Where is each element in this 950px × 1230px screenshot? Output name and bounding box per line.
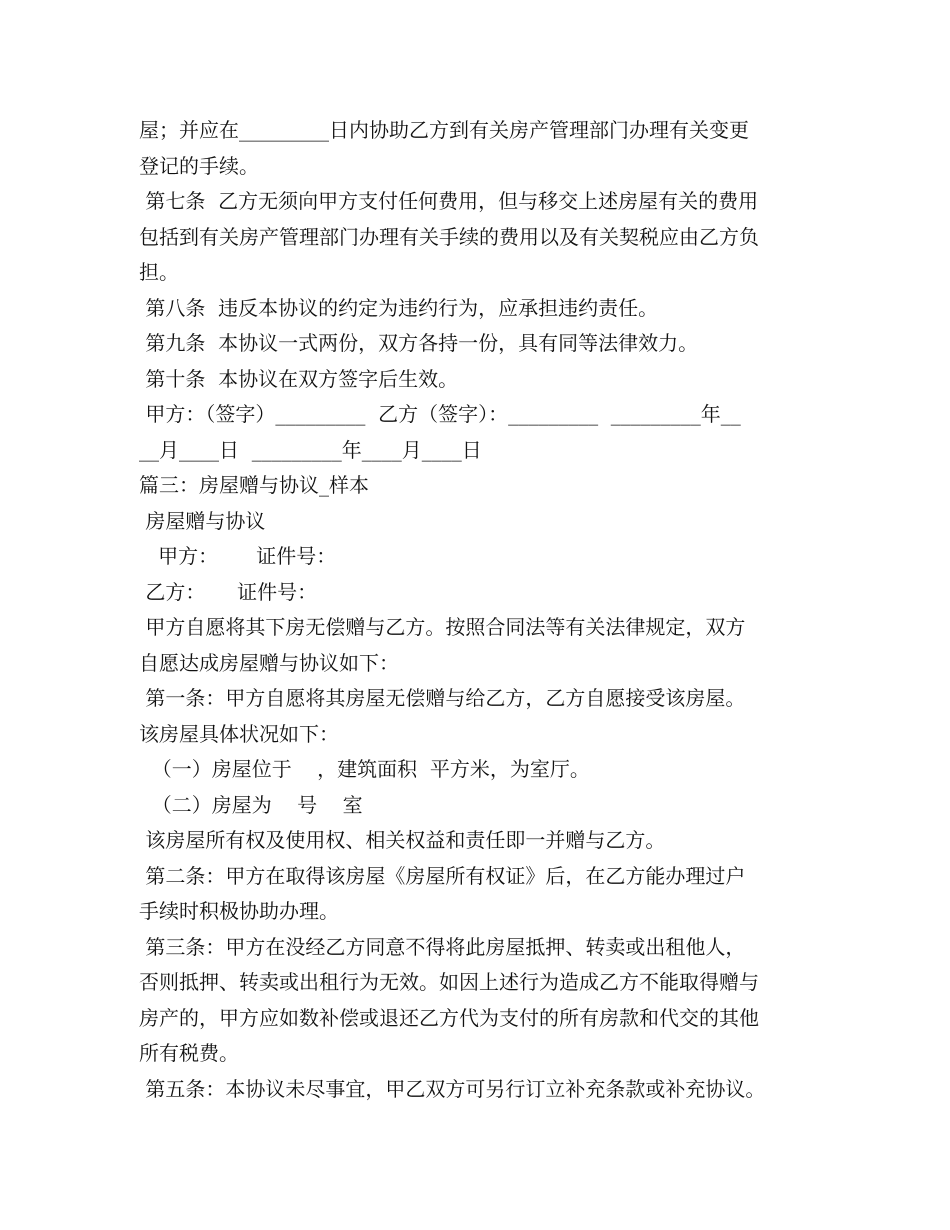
text-line: 手续时积极协助办理。 [139, 899, 339, 923]
property-item-1: （一）房屋位于 ，建筑面积 平方米，为室厅。 [139, 757, 590, 781]
article-1: 第一条：甲方自愿将其房屋无偿赠与给乙方，乙方自愿接受该房屋。 [139, 686, 746, 710]
signature-line: 甲方：（签字）_________ 乙方（签字）：_________ _________年__ [139, 402, 741, 426]
section-heading: 篇三：房屋赠与协议_样本 [139, 473, 369, 497]
text-line: 担。 [139, 260, 179, 284]
property-item-2: （二）房屋为 号 室 [139, 792, 363, 817]
text-line: 屋；并应在_________日内协助乙方到有关房产管理部门办理有关变更 [139, 118, 749, 142]
text-line: 房产的，甲方应如数补偿或退还乙方代为支付的所有房款和代交的其他 [139, 1005, 759, 1030]
text-line: 包括到有关房产管理部门办理有关手续的费用以及有关契税应由乙方负 [139, 224, 759, 249]
clause-7: 第七条 乙方无须向甲方支付任何费用，但与移交上述房屋有关的费用 [139, 189, 759, 213]
text-line: 该房屋具体状况如下： [139, 721, 339, 746]
article-3: 第三条：甲方在没经乙方同意不得将此房屋抵押、转卖或出租他人， [139, 934, 746, 959]
clause-8: 第八条 违反本协议的约定为违约行为，应承担违约责任。 [139, 295, 659, 320]
document-body [139, 113, 839, 1107]
text-line: 自愿达成房屋赠与协议如下： [139, 650, 399, 675]
text-line: 所有税费。 [139, 1041, 239, 1065]
clause-9: 第九条 本协议一式两份，双方各持一份，具有同等法律效力。 [139, 331, 699, 355]
text-line: 该房屋所有权及使用权、相关权益和责任即一并赠与乙方。 [139, 828, 666, 852]
party-a-line: 甲方： 证件号： [139, 544, 337, 568]
article-5: 第五条：本协议未尽事宜，甲乙双方可另行订立补充条款或补充协议。 [139, 1076, 766, 1101]
preamble: 甲方自愿将其下房无偿赠与乙方。按照合同法等有关法律规定，双方 [139, 615, 746, 639]
text-line: 否则抵押、转卖或出租行为无效。如因上述行为造成乙方不能取得赠与 [139, 970, 759, 994]
date-line: __月____日 _________年____月____日 [139, 437, 482, 462]
article-2: 第二条：甲方在取得该房屋《房屋所有权证》后，在乙方能办理过户 [139, 863, 746, 888]
agreement-title: 房屋赠与协议 [139, 508, 266, 533]
text-line: 登记的手续。 [139, 153, 259, 178]
party-b-line: 乙方： 证件号： [139, 579, 318, 604]
clause-10: 第十条 本协议在双方签字后生效。 [139, 366, 459, 391]
